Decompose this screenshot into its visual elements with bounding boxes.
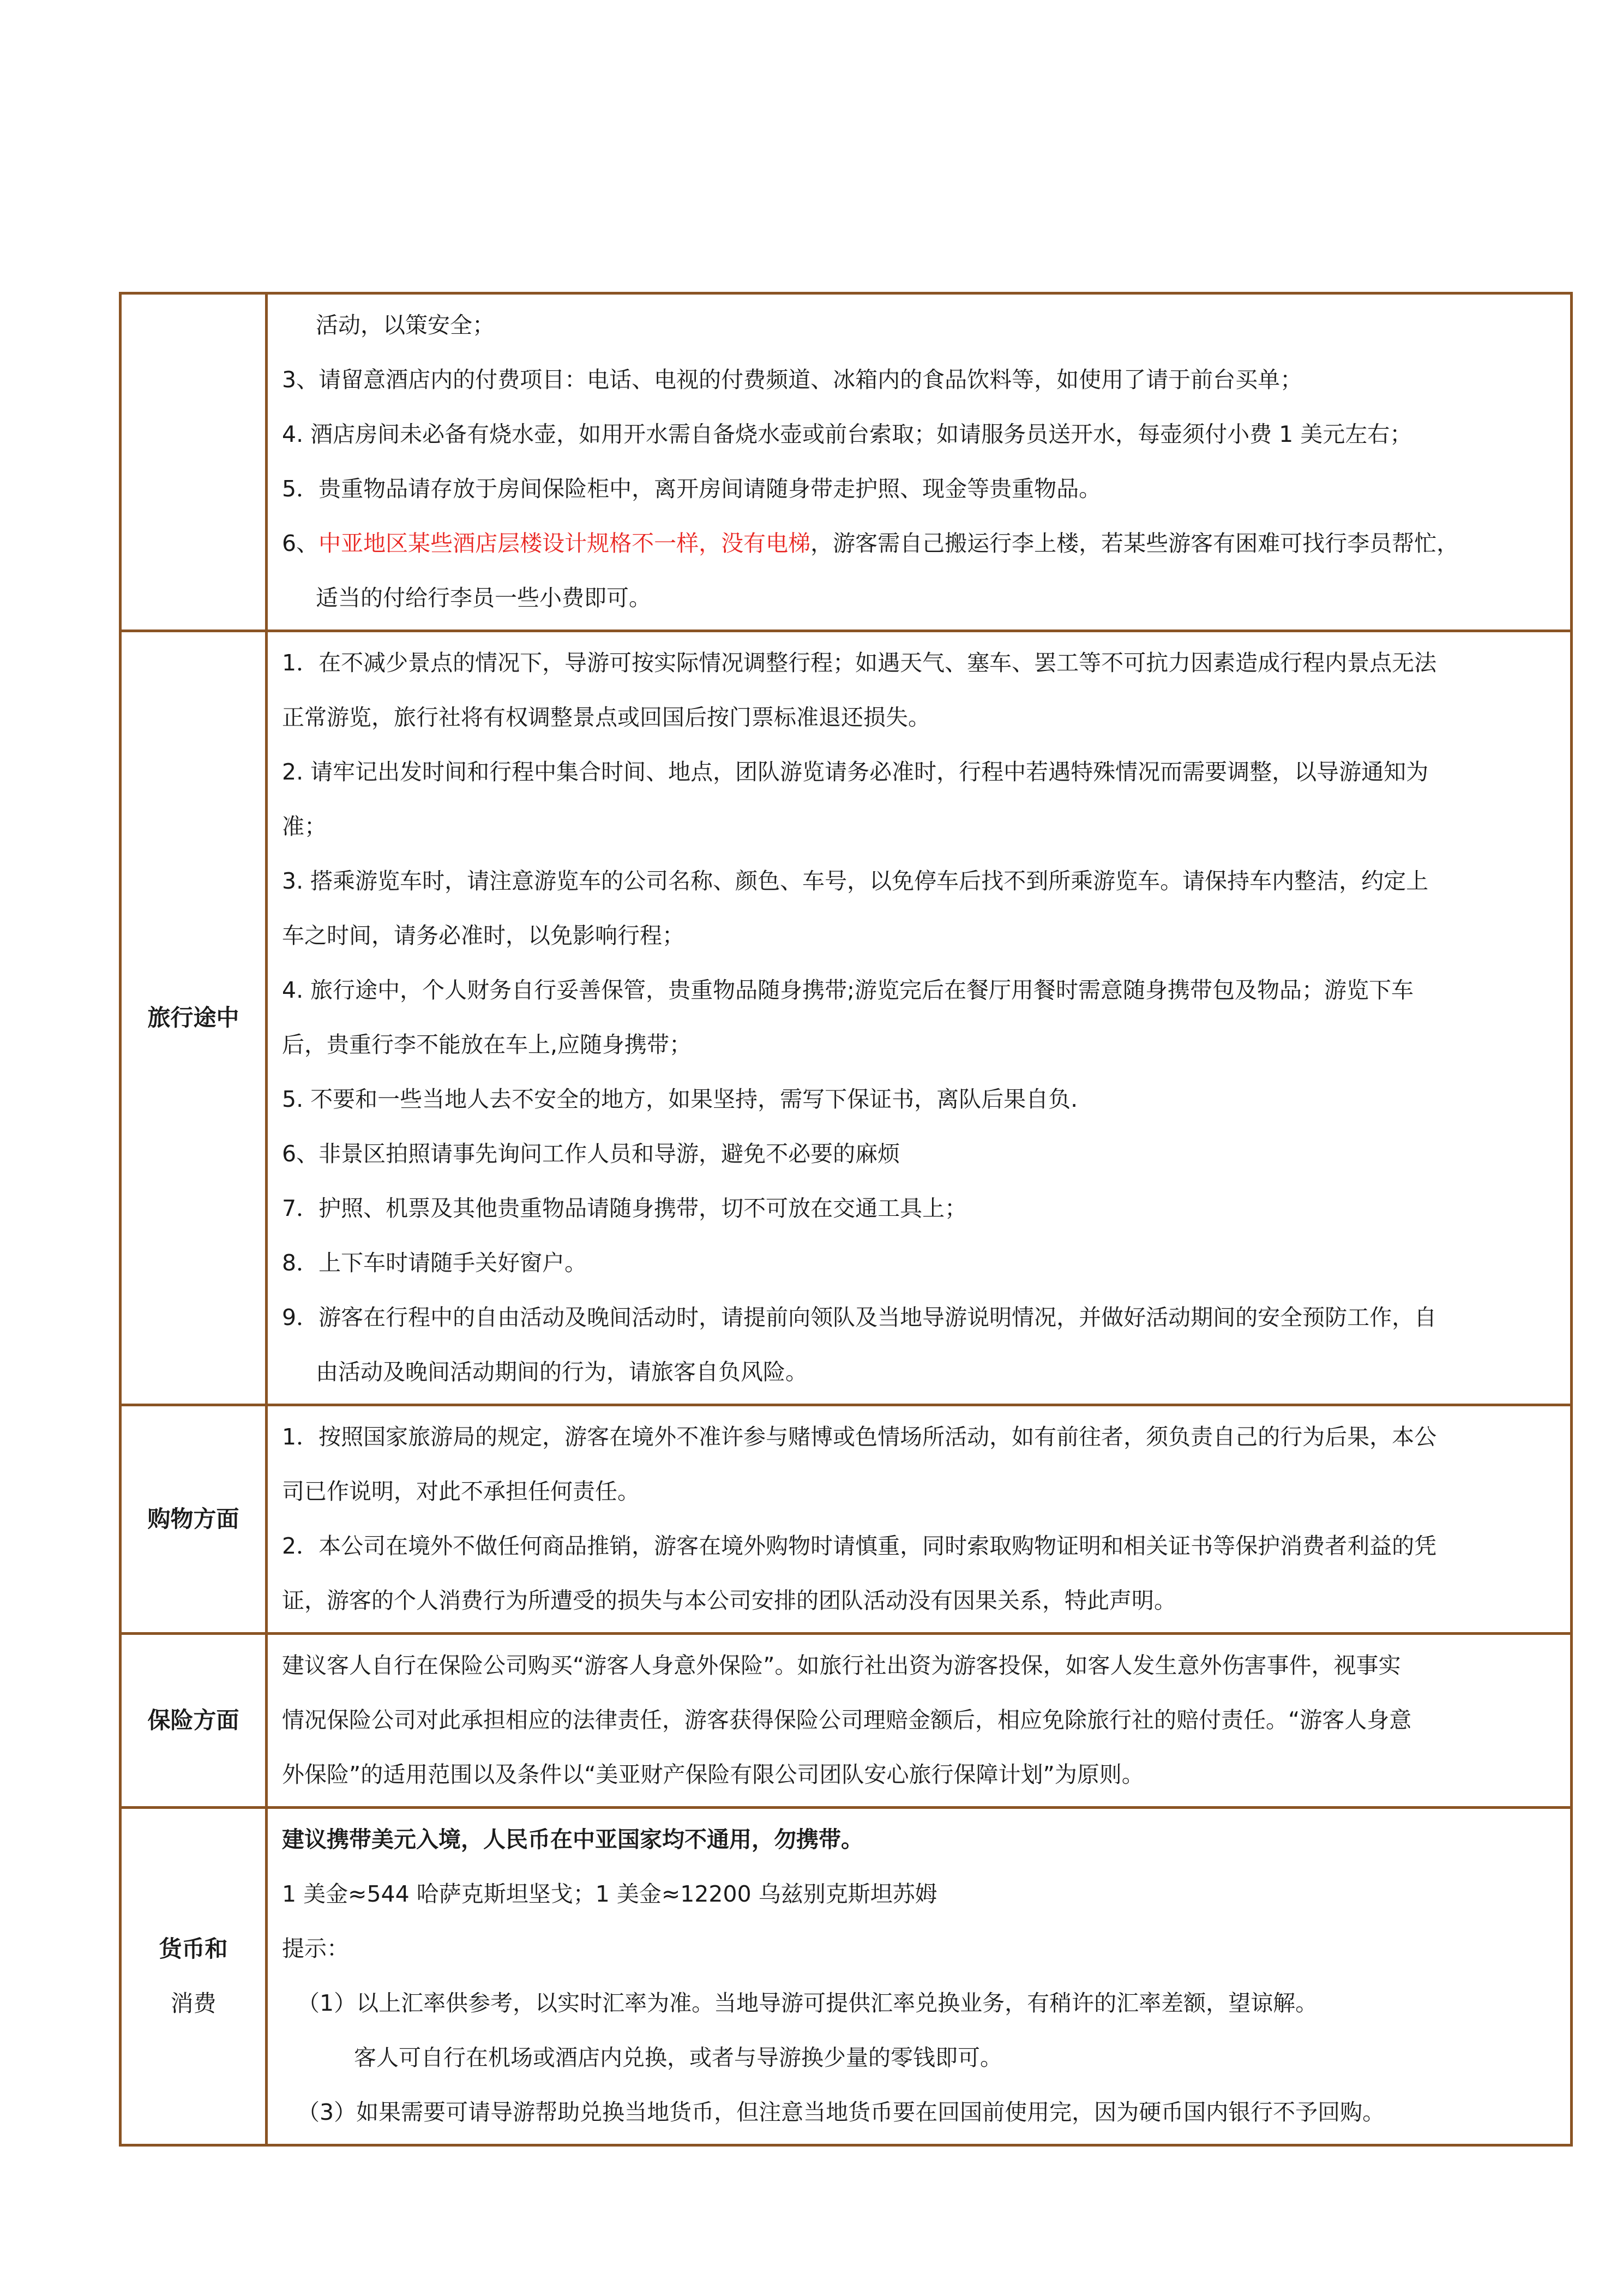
section-content-travel [267,631,1572,1405]
tips-label: 提示： [282,1935,349,1962]
hotel-line-6 [282,516,1559,571]
hotel-line-4: 4. 酒店房间未必备有烧水壶，如用开水需自备烧水壶或前台索取；如请服务员送开水，每壶须付小费 1 美元左右； [282,421,1412,447]
section-label-travel: 旅行途中 [121,631,267,1405]
section-label-shopping: 购物方面 [121,1405,267,1634]
section-content-hotel [267,293,1572,631]
insurance-line: 外保险”的适用范围以及条件以“美亚财产保险有限公司团队安心旅行保障计划”为原则。 [282,1761,1144,1788]
insurance-line: 情况保险公司对此承担相应的法律责任，游客获得保险公司理赔金额后，相应免除旅行社的赔付责任。“游客人身意 [282,1707,1412,1733]
hotel-line-6-highlight: 中亚地区某些酒店层楼设计规格不一样，没有电梯 [318,530,811,556]
travel-line: 5. 不要和一些当地人去不安全的地方，如果坚持，需写下保证书，离队后果自负. [282,1086,1078,1112]
section-shopping [121,1405,1572,1634]
currency-advice: 建议携带美元入境，人民币在中亚国家均不通用，勿携带。 [282,1826,863,1853]
section-content-currency [267,1808,1572,2145]
travel-line: 2. 请牢记出发时间和行程中集合时间、地点，团队游览请务必准时，行程中若遇特殊情况而需要调整，以导游通知为 [282,759,1429,785]
exchange-rate-line: 1 美金≈544 哈萨克斯坦坚戈；1 美金≈12200 乌兹别克斯坦苏姆 [282,1881,937,1907]
currency-label-line-2: 消费 [170,1990,217,2017]
insurance-line: 建议客人自行在保险公司购买“游客人身意外保险”。如旅行社出资为游客投保，如客人发生意外伤害事件，视事实 [282,1652,1401,1678]
hotel-line-3: 3、请留意酒店内的付费项目：电话、电视的付费频道、冰箱内的食品饮料等，如使用了请于前台买单； [282,367,1303,393]
travel-line: 车之时间，请务必准时，以免影响行程； [282,922,684,949]
travel-line: 4. 旅行途中，个人财务自行妥善保管，贵重物品随身携带;游览完后在餐厅用餐时需意随身携带包及物品；游览下车 [282,977,1414,1003]
tip-3: （3）如果需要可请导游帮助兑换当地货币，但注意当地货币要在回国前使用完，因为硬币国内银行不予回购。 [297,2099,1385,2125]
hotel-line-6-prefix: 6、 [282,530,319,556]
travel-line: 8．上下车时请随手关好窗户。 [282,1250,587,1276]
tip-1: （1）以上汇率供参考，以实时汇率为准。当地导游可提供汇率兑换业务，有稍许的汇率差额，望谅解。 [297,1990,1318,2016]
tip-1-continuation: 客人可自行在机场或酒店内兑换，或者与导游换少量的零钱即可。 [354,2045,1002,2071]
travel-line: 1．在不减少景点的情况下，导游可按实际情况调整行程；如遇天气、塞车、罢工等不可抗力因素造成行程内景点无法 [282,650,1437,676]
section-label-hotel [121,293,267,631]
travel-line: 准； [282,813,327,840]
hotel-line-continuation: 活动，以策安全； [316,312,495,338]
section-hotel [121,293,1572,631]
section-currency [121,1808,1572,2145]
section-label-insurance: 保险方面 [121,1634,267,1808]
section-content-shopping [267,1405,1572,1634]
travel-line: 3. 搭乘游览车时，请注意游览车的公司名称、颜色、车号，以免停车后找不到所乘游览车。请保持车内整洁，约定上 [282,868,1429,894]
travel-line: 7．护照、机票及其他贵重物品请随身携带，切不可放在交通工具上； [282,1195,967,1221]
notes-table [119,292,1573,2147]
travel-line: 后，贵重行李不能放在车上,应随身携带； [282,1032,692,1058]
hotel-line-5: 5．贵重物品请存放于房间保险柜中，离开房间请随身带走护照、现金等贵重物品。 [282,476,1102,502]
shopping-line: 证，游客的个人消费行为所遭受的损失与本公司安排的团队活动没有因果关系，特此声明。 [282,1587,1176,1614]
section-insurance [121,1634,1572,1808]
shopping-line: 司已作说明，对此不承担任何责任。 [282,1478,640,1504]
section-label-currency [121,1808,267,2145]
section-travel [121,631,1572,1405]
travel-line: 6、非景区拍照请事先询问工作人员和导游，避免不必要的麻烦 [282,1141,900,1167]
shopping-line: 1．按照国家旅游局的规定，游客在境外不准许参与赌博或色情场所活动，如有前往者，须负责自己的行为后果，本公 [282,1424,1437,1450]
hotel-line-6-continuation: 适当的付给行李员一些小费即可。 [316,585,651,611]
hotel-line-6-rest: ，游客需自己搬运行李上楼，若某些游客有困难可找行李员帮忙， [810,530,1459,556]
travel-line: 正常游览，旅行社将有权调整景点或回国后按门票标准退还损失。 [282,704,930,730]
travel-line-continuation: 由活动及晚间活动期间的行为，请旅客自负风险。 [316,1359,808,1385]
shopping-line: 2．本公司在境外不做任何商品推销，游客在境外购物时请慎重，同时索取购物证明和相关证书等保护消费者利益的凭 [282,1533,1437,1559]
travel-line: 9．游客在行程中的自由活动及晚间活动时，请提前向领队及当地导游说明情况，并做好活动期间的安全预防工作，自 [282,1304,1437,1330]
currency-label-line-1: 货币和 [159,1935,228,1962]
section-content-insurance [267,1634,1572,1808]
